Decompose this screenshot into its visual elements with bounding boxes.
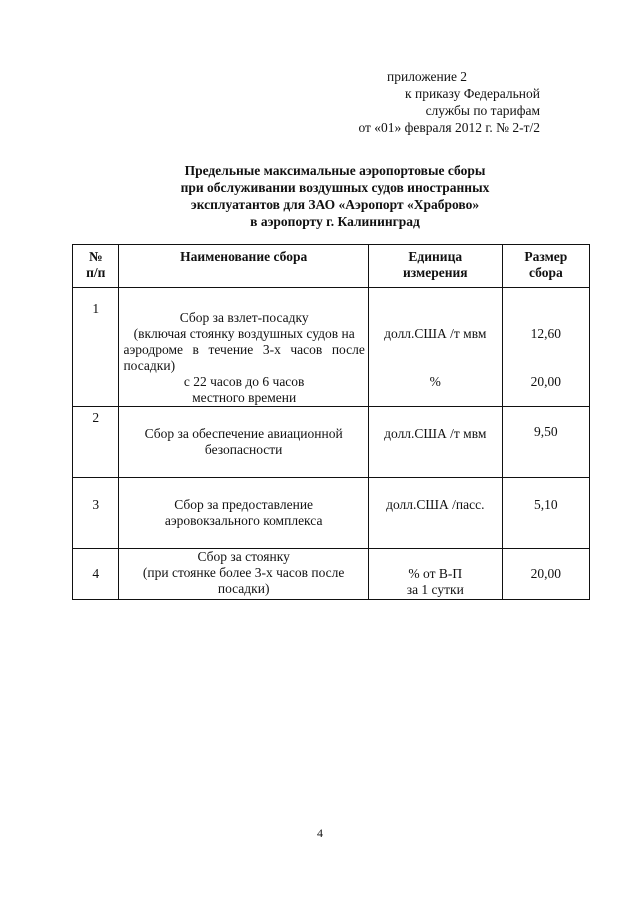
row-name-line: аэродроме в течение 3-х часов после	[123, 342, 365, 357]
row-size	[502, 288, 589, 407]
row-unit-value: долл.США /пасс.	[386, 497, 485, 512]
document-header	[300, 68, 540, 136]
header-line: службы по тарифам	[425, 103, 540, 118]
table-row	[73, 549, 590, 600]
row-size-value: 20,00	[530, 566, 562, 581]
table-row	[73, 288, 590, 407]
row-num	[73, 549, 119, 600]
row-num-value: 4	[92, 566, 100, 581]
row-name	[119, 288, 368, 407]
row-name-line: (при стоянке более 3-х часов после	[142, 565, 345, 580]
row-sub-name-line: с 22 часов до 6 часов	[183, 374, 305, 389]
header-size	[502, 245, 589, 288]
row-name-line: посадки)	[123, 358, 176, 373]
row-num	[73, 407, 119, 478]
row-num-value: 3	[92, 497, 100, 512]
row-size	[502, 407, 589, 478]
document-title	[100, 162, 570, 230]
row-name-line: посадки)	[217, 581, 270, 596]
row-sub-size-value: 20,00	[530, 374, 562, 389]
table-header-row	[73, 245, 590, 288]
row-size-value: 5,10	[534, 497, 558, 512]
row-num	[73, 288, 119, 407]
header-unit	[368, 245, 502, 288]
fees-table	[72, 244, 590, 600]
table-row	[73, 478, 590, 549]
row-num-value: 1	[92, 301, 100, 316]
row-name-line: Сбор за стоянку	[197, 549, 290, 564]
row-unit-line: % от В-П	[408, 566, 463, 581]
row-sub-name-line: местного времени	[192, 390, 297, 405]
row-size	[502, 478, 589, 549]
row-name	[119, 478, 368, 549]
row-unit-value: долл.США /т мвм	[384, 426, 487, 441]
row-num	[73, 478, 119, 549]
row-unit	[368, 407, 502, 478]
header-line: к приказу Федеральной	[405, 86, 540, 101]
header-line: от «01» февраля 2012 г. № 2-т/2	[358, 120, 540, 135]
header-num-line: №	[88, 249, 103, 264]
row-unit-value: долл.США /т мвм	[384, 326, 487, 341]
row-name-line: Сбор за взлет-посадку	[179, 310, 309, 325]
header-size-line: Размер	[524, 249, 568, 264]
row-name	[119, 407, 368, 478]
row-size	[502, 549, 589, 600]
row-unit	[368, 549, 502, 600]
page-number: 4	[317, 826, 323, 840]
header-line: приложение 2	[387, 69, 468, 84]
header-unit-line: Единица	[408, 249, 463, 264]
title-line: в аэропорту г. Калининград	[250, 214, 420, 229]
row-name-line: аэровокзального комплекса	[164, 513, 323, 528]
row-unit-line: за 1 сутки	[406, 582, 464, 597]
title-line: Предельные максимальные аэропортовые сборы	[184, 163, 486, 178]
row-name-line: Сбор за обеспечение авиационной	[144, 426, 343, 441]
row-name-line: Сбор за предоставление	[174, 497, 314, 512]
row-sub-unit-value: %	[429, 374, 441, 389]
row-name-line: (включая стоянку воздушных судов на	[133, 326, 355, 341]
header-name: Наименование сбора	[119, 245, 368, 288]
table-row	[73, 407, 590, 478]
row-name-line: безопасности	[204, 442, 283, 457]
title-line: эксплуатантов для ЗАО «Аэропорт «Храброво»	[190, 197, 480, 212]
row-size-value: 9,50	[534, 424, 558, 439]
header-num	[73, 245, 119, 288]
title-line: при обслуживании воздушных судов иностранных	[180, 180, 490, 195]
row-size-value: 12,60	[530, 326, 562, 341]
row-name	[119, 549, 368, 600]
header-unit-line: измерения	[403, 265, 468, 280]
header-size-line: сбора	[528, 265, 563, 280]
row-num-value: 2	[92, 410, 100, 425]
row-unit	[368, 288, 502, 407]
row-unit	[368, 478, 502, 549]
header-num-line: п/п	[86, 265, 106, 280]
